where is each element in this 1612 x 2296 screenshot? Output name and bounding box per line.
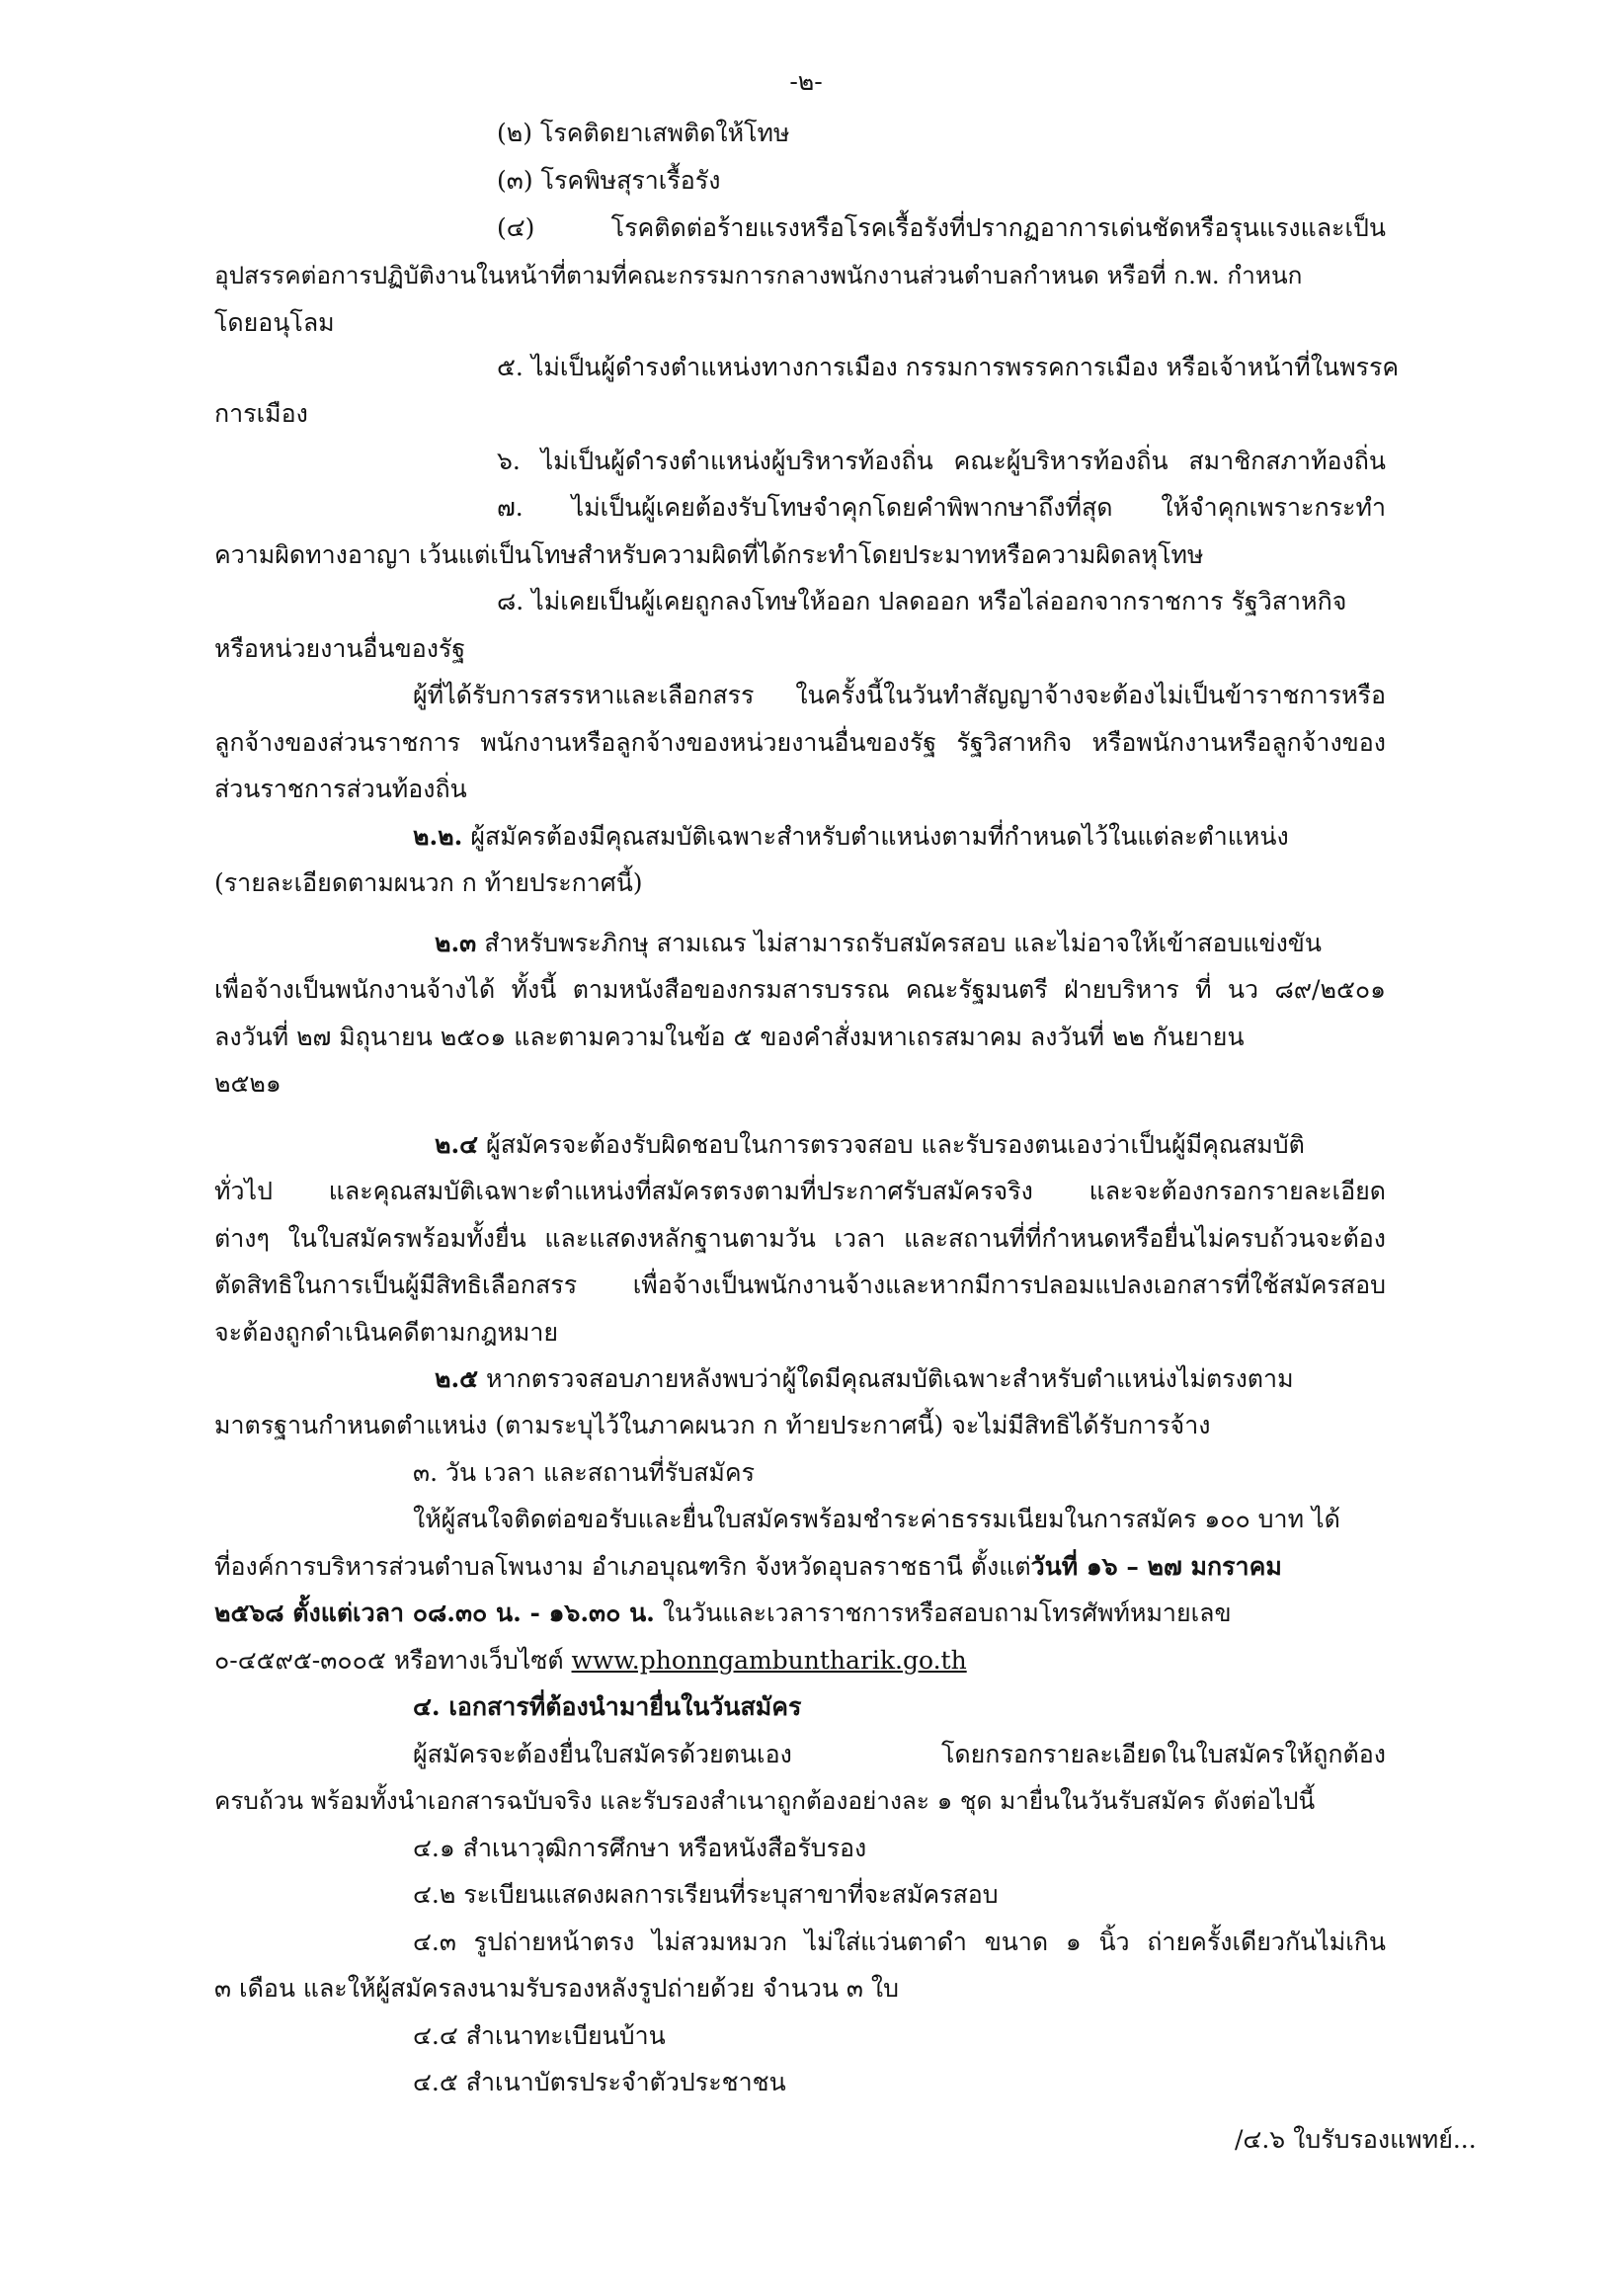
section-4-line1: ผู้สมัครจะต้องยื่นใบสมัครด้วยตนเอง โดยกรอกรายละเอียดในใบสมัครให้ถูกต้อง	[413, 1740, 1386, 1768]
section-4-heading: ๔. เอกสารที่ต้องนำมายื่นในวันสมัคร	[413, 1692, 802, 1721]
elected-person-line2: ลูกจ้างของส่วนราชการ พนักงานหรือลูกจ้างของหน่วยงานอื่นของรัฐ รัฐวิสาหกิจ หรือพนักงานหรือลูกจ้างของ	[214, 728, 1386, 757]
section-2-4-text: ผู้สมัครจะต้องรับผิดชอบในการตรวจสอบ และรับรองตนเองว่าเป็นผู้มีคุณสมบัติ	[478, 1130, 1305, 1159]
section-2-3-number: ๒.๓	[435, 929, 477, 957]
item-7-line2: ความผิดทางอาญา เว้นแต่เป็นโทษสำหรับความผิดที่ได้กระทำโดยประมาทหรือความผิดลหุโทษ	[214, 540, 1204, 569]
section-4-line2: ครบถ้วน พร้อมทั้งนำเอกสารฉบับจริง และรับรองสำเนาถูกต้องอย่างละ ๑ ชุด มายื่นในวันรับสมัคร ดังต่อไปนี้	[214, 1786, 1316, 1815]
section-2-2-line1	[413, 820, 1289, 854]
section-2-2-text: ผู้สมัครต้องมีคุณสมบัติเฉพาะสำหรับตำแหน่งตามที่กำหนดไว้ในแต่ละตำแหน่ง	[462, 822, 1289, 851]
section-2-2-number: ๒.๒.	[413, 822, 463, 851]
section-3-line2	[214, 1550, 1282, 1584]
section-2-4-line1	[435, 1128, 1305, 1162]
section-2-5-line2: มาตรฐานกำหนดตำแหน่ง (ตามระบุไว้ในภาคผนวก ก ท้ายประกาศนี้) จะไม่มีสิทธิได้รับการจ้าง	[214, 1411, 1211, 1439]
item-8-line2: หรือหน่วยงานอื่นของรัฐ	[214, 634, 466, 663]
doc-item-4-4: ๔.๔ สำเนาทะเบียนบ้าน	[413, 2021, 666, 2050]
section-2-3-line3: ลงวันที่ ๒๗ มิถุนายน ๒๕๐๑ และตามความในข้อ ๕ ของคำสั่งมหาเถรสมาคม ลงวันที่ ๒๒ กันยายน	[214, 1023, 1245, 1051]
section-3-phone: ๐-๔๕๙๕-๓๐๐๕ หรือทางเว็บไซต์	[214, 1646, 572, 1675]
disease-item-4-line1: (๔) โรคติดต่อร้ายแรงหรือโรคเรื้อรังที่ปรากฏอาการเด่นชัดหรือรุนแรงและเป็น	[497, 213, 1386, 242]
section-3-heading: ๓. วัน เวลา และสถานที่รับสมัคร	[413, 1458, 755, 1487]
doc-item-4-2: ๔.๒ ระเบียนแสดงผลการเรียนที่ระบุสาขาที่จะสมัครสอบ	[413, 1880, 999, 1909]
section-2-5-number: ๒.๕	[435, 1364, 479, 1393]
item-6: ๖. ไม่เป็นผู้ดำรงตำแหน่งผู้บริหารท้องถิ่น คณะผู้บริหารท้องถิ่น สมาชิกสภาท้องถิ่น	[497, 447, 1386, 475]
section-3-date-range: วันที่ ๑๖ – ๒๗ มกราคม	[1030, 1552, 1282, 1581]
disease-item-4-line3: โดยอนุโลม	[214, 308, 335, 337]
doc-item-4-1: ๔.๑ สำเนาวุฒิการศึกษา หรือหนังสือรับรอง	[413, 1834, 867, 1862]
item-5-line1: ๕. ไม่เป็นผู้ดำรงตำแหน่งทางการเมือง กรรมการพรรคการเมือง หรือเจ้าหน้าที่ในพรรค	[497, 353, 1400, 381]
disease-item-3: (๓) โรคพิษสุราเรื้อรัง	[497, 166, 721, 195]
doc-item-4-3-line1: ๔.๓ รูปถ่ายหน้าตรง ไม่สวมหมวก ไม่ใส่แว่นตาดำ ขนาด ๑ นิ้ว ถ่ายครั้งเดียวกันไม่เกิน	[413, 1927, 1386, 1956]
section-3-inquiry: ในวันและเวลาราชการหรือสอบถามโทรศัพท์หมายเลข	[654, 1599, 1232, 1627]
continuation-note: /๔.๖ ใบรับรองแพทย์...	[1235, 2125, 1477, 2154]
disease-item-4-line2: อุปสรรคต่อการปฏิบัติงานในหน้าที่ตามที่คณะกรรมการกลางพนักงานส่วนตำบลกำหนด หรือที่ ก.พ. กำหนก	[214, 261, 1303, 289]
section-2-3-text: สำหรับพระภิกษุ สามเณร ไม่สามารถรับสมัครสอบ และไม่อาจให้เข้าสอบแข่งขัน	[476, 929, 1322, 957]
website-link[interactable]: www.phonngambuntharik.go.th	[571, 1646, 967, 1675]
section-2-3-line2: เพื่อจ้างเป็นพนักงานจ้างได้ ทั้งนี้ ตามหนังสือของกรมสารบรรณ คณะรัฐมนตรี ฝ่ายบริหาร ที่ นว ๘๙/๒๕๐๑	[214, 975, 1386, 1004]
section-3-line4	[214, 1644, 967, 1678]
section-3-line3	[214, 1597, 1232, 1630]
section-2-3-line4: ๒๕๒๑	[214, 1069, 282, 1098]
elected-person-line3: ส่วนราชการส่วนท้องถิ่น	[214, 775, 467, 803]
doc-item-4-5: ๔.๕ สำเนาบัตรประจำตัวประชาชน	[413, 2068, 786, 2096]
section-2-4-line5: จะต้องถูกดำเนินคดีตามกฎหมาย	[214, 1318, 559, 1347]
section-3-place: ที่องค์การบริหารส่วนตำบลโพนงาม อำเภอบุณฑริก จังหวัดอุบลราชธานี ตั้งแต่	[214, 1552, 1031, 1581]
section-2-4-line2: ทั่วไป และคุณสมบัติเฉพาะตำแหน่งที่สมัครตรงตามที่ประกาศรับสมัครจริง และจะต้องกรอกรายละเอียด	[214, 1177, 1386, 1205]
item-8-line1: ๘. ไม่เคยเป็นผู้เคยถูกลงโทษให้ออก ปลดออก หรือไล่ออกจากราชการ รัฐวิสาหกิจ	[497, 587, 1347, 615]
item-5-line2: การเมือง	[214, 399, 308, 428]
item-7-line1: ๗. ไม่เป็นผู้เคยต้องรับโทษจำคุกโดยคำพิพากษาถึงที่สุด ให้จำคุกเพราะกระทำ	[497, 493, 1386, 522]
section-2-3-line1	[435, 927, 1322, 960]
section-2-4-line4: ตัดสิทธิในการเป็นผู้มีสิทธิเลือกสรร เพื่อจ้างเป็นพนักงานจ้างและหากมีการปลอมแปลงเอกสารที่ใช้สมัครสอบ	[214, 1271, 1386, 1299]
doc-item-4-3-line2: ๓ เดือน และให้ผู้สมัครลงนามรับรองหลังรูปถ่ายด้วย จำนวน ๓ ใบ	[214, 1974, 899, 2003]
elected-person-line1: ผู้ที่ได้รับการสรรหาและเลือกสรร ในครั้งนี้ในวันทำสัญญาจ้างจะต้องไม่เป็นข้าราชการหรือ	[413, 681, 1386, 709]
section-2-5-line1	[435, 1362, 1294, 1396]
page-number: -๒-	[789, 67, 823, 96]
section-3-line1: ให้ผู้สนใจติดต่อขอรับและยื่นใบสมัครพร้อมชำระค่าธรรมเนียมในการสมัคร ๑๐๐ บาท ได้	[413, 1505, 1340, 1533]
section-2-2-line2: (รายละเอียดตามผนวก ก ท้ายประกาศนี้)	[214, 868, 643, 897]
section-2-4-line3: ต่างๆ ในใบสมัครพร้อมทั้งยื่น และแสดงหลักฐานตามวัน เวลา และสถานที่ที่กำหนดหรือยื่นไม่ครบถ้วนจะต้อง	[214, 1224, 1386, 1253]
section-2-5-text: หากตรวจสอบภายหลังพบว่าผู้ใดมีคุณสมบัติเฉพาะสำหรับตำแหน่งไม่ตรงตาม	[478, 1364, 1294, 1393]
disease-item-2: (๒) โรคติดยาเสพติดให้โทษ	[497, 119, 790, 147]
section-2-4-number: ๒.๔	[435, 1130, 479, 1159]
section-3-time-range: ๒๕๖๘ ตั้งแต่เวลา ๐๘.๓๐ น. - ๑๖.๓๐ น.	[214, 1599, 655, 1627]
